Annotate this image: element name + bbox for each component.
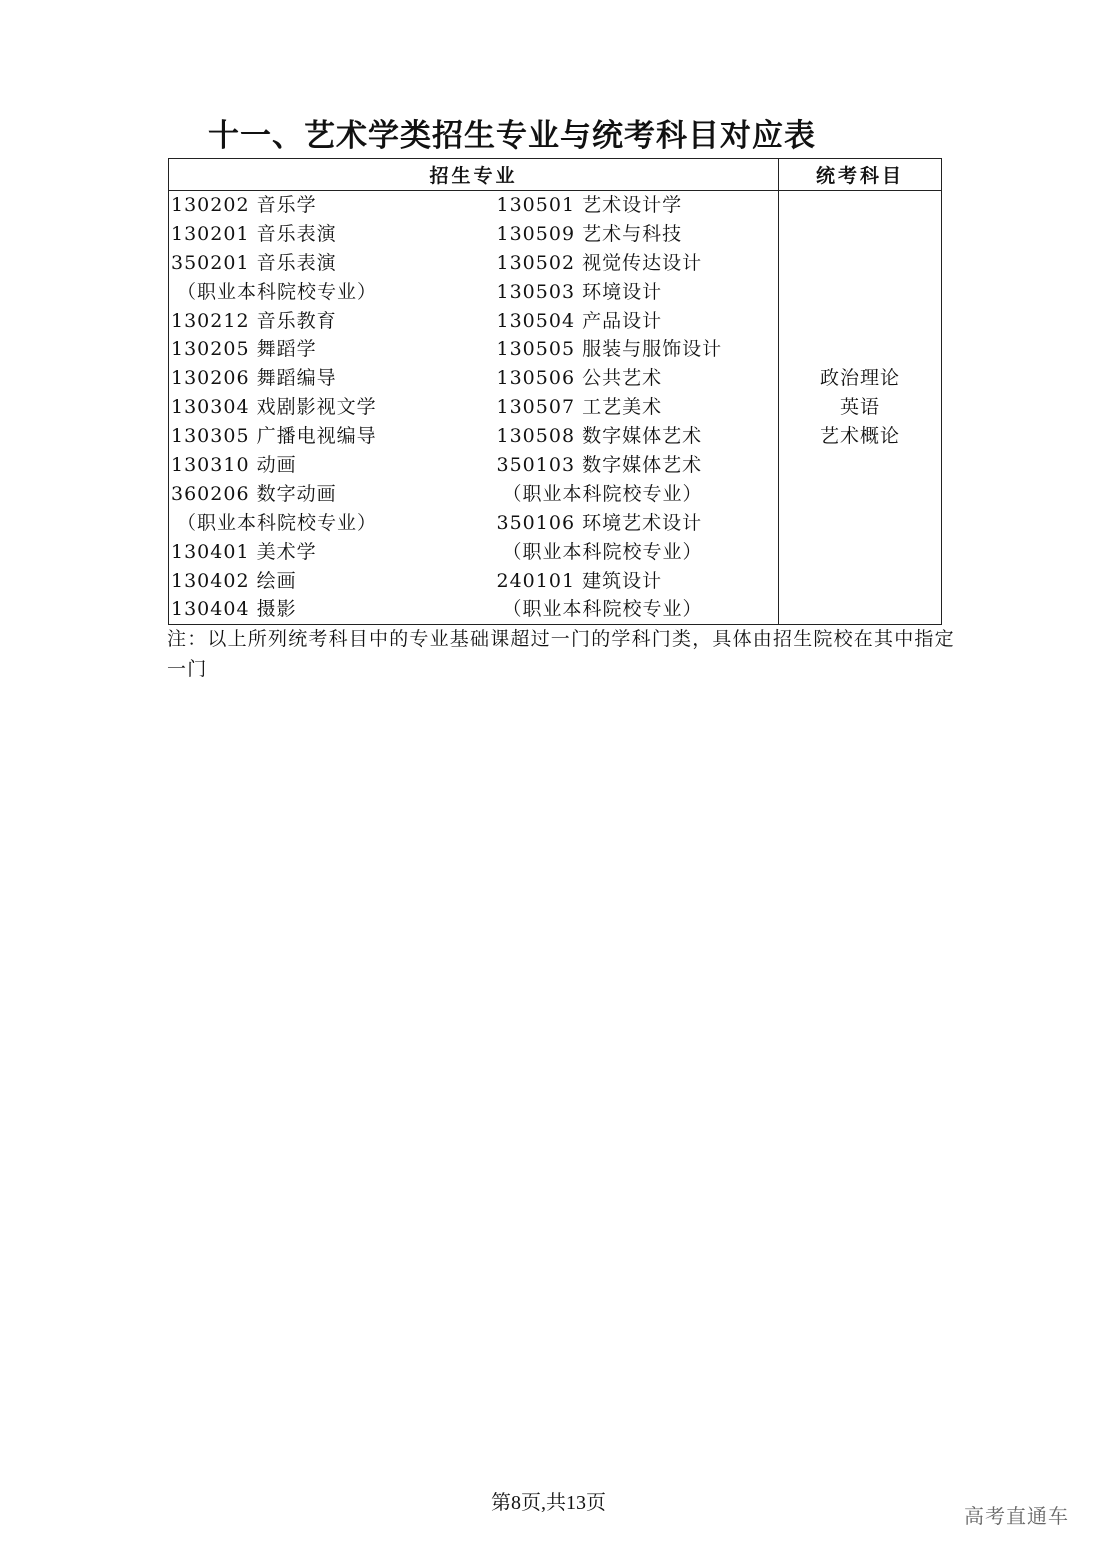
major-line: 130304 戏剧影视文学 — [171, 396, 377, 419]
subject-item: 英语 — [840, 396, 881, 419]
major-list-left — [169, 191, 495, 625]
header-major: 招生专业 — [169, 159, 779, 191]
watermark: 高考直通车 — [964, 1504, 1069, 1528]
major-line: 130501 艺术设计学 — [496, 194, 683, 216]
major-line: 130401 美术学 — [171, 540, 317, 563]
major-line: 130310 动画 — [171, 454, 297, 477]
major-line: （职业本科院校专业） — [502, 540, 703, 563]
major-line: 130212 音乐教育 — [171, 309, 337, 332]
major-line: （职业本科院校专业） — [502, 482, 703, 505]
major-line: 130402 绘画 — [171, 569, 297, 592]
subject-item: 政治理论 — [820, 367, 901, 390]
major-line: 350201 音乐表演 — [171, 251, 337, 274]
table-body-row — [169, 191, 942, 625]
subject-list — [779, 191, 942, 625]
major-line: 130404 摄影 — [171, 598, 297, 621]
major-line: 240101 建筑设计 — [496, 569, 663, 592]
major-subject-table — [168, 158, 942, 625]
major-line: 360206 数字动画 — [171, 482, 337, 505]
header-subject: 统考科目 — [779, 159, 942, 191]
major-line: 130505 服装与服饰设计 — [496, 338, 723, 361]
major-list-right — [495, 191, 779, 625]
major-line: 130201 音乐表演 — [171, 222, 337, 245]
major-line: 130502 视觉传达设计 — [496, 251, 703, 274]
major-line: 350106 环境艺术设计 — [496, 511, 703, 534]
page-number: 第8页,共13页 — [491, 1492, 606, 1514]
major-line: 130305 广播电视编导 — [171, 425, 377, 448]
major-line: （职业本科院校专业） — [177, 511, 378, 534]
major-line: 130509 艺术与科技 — [496, 222, 683, 245]
major-line: 350103 数字媒体艺术 — [496, 454, 703, 477]
major-line: 130503 环境设计 — [496, 280, 663, 303]
major-line: 130202 音乐学 — [171, 194, 317, 216]
major-line: 130507 工艺美术 — [496, 396, 663, 419]
major-line: （职业本科院校专业） — [177, 280, 378, 303]
major-line: 130206 舞蹈编导 — [171, 367, 337, 390]
major-line: 130506 公共艺术 — [496, 367, 663, 390]
major-line: （职业本科院校专业） — [502, 598, 703, 621]
subject-item: 艺术概论 — [820, 425, 901, 448]
major-line: 130205 舞蹈学 — [171, 338, 317, 361]
major-line: 130504 产品设计 — [496, 309, 663, 332]
major-line: 130508 数字媒体艺术 — [496, 425, 703, 448]
page-title: 十一、艺术学类招生专业与统考科目对应表 — [208, 118, 816, 154]
footnote: 注：以上所列统考科目中的专业基础课超过一门的学科门类，具体由招生院校在其中指定一门 — [167, 628, 955, 680]
table-header-row — [169, 159, 942, 191]
